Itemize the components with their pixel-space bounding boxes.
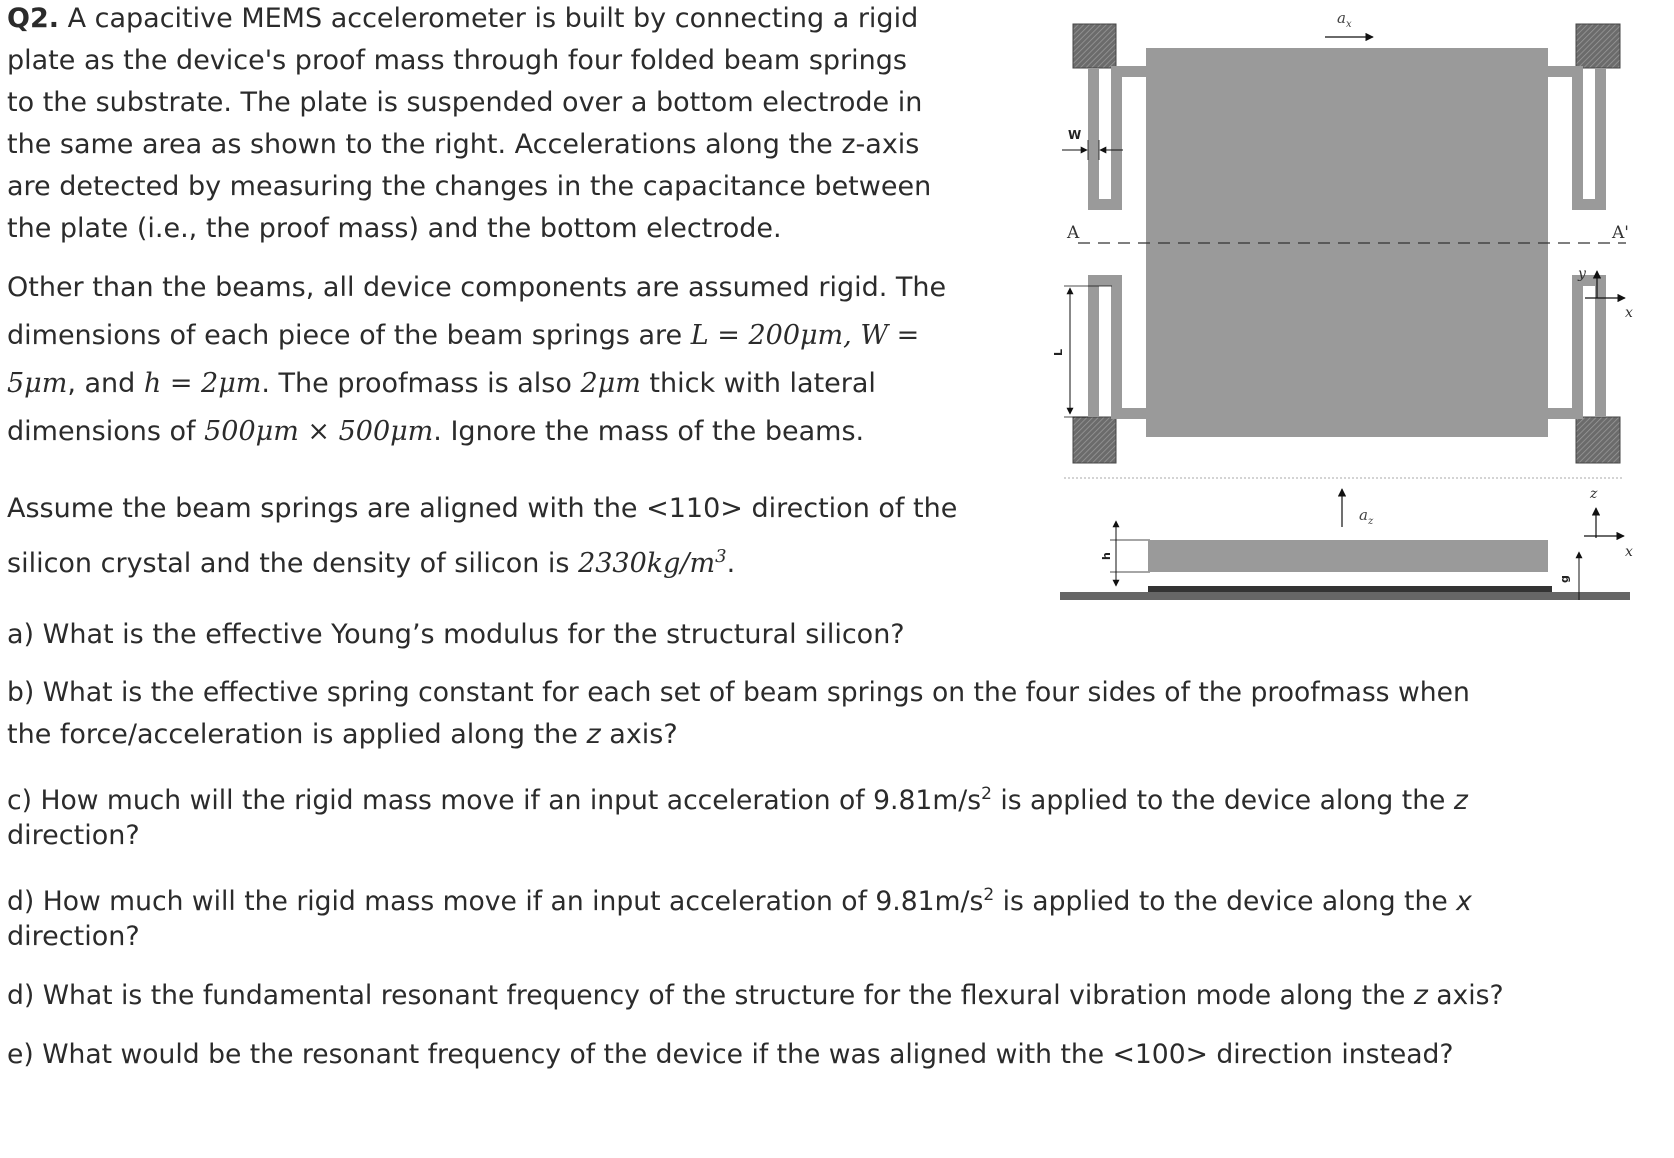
label-w: W xyxy=(1068,128,1082,142)
question-d-line-2: direction? xyxy=(7,921,140,952)
question-d-resonant: d) What is the fundamental resonant frequency of the structure for the flexural vibration mode along the z axis? xyxy=(7,980,1504,1011)
anchor-bottom-left xyxy=(1073,417,1116,463)
assumption-line-1: Other than the beams, all device components are assumed rigid. The xyxy=(7,272,947,303)
intro-line-6: the plate (i.e., the proof mass) and the bottom electrode. xyxy=(7,213,782,244)
label-h: h xyxy=(1100,552,1113,560)
anchor-top-left xyxy=(1073,24,1116,68)
intro-line-1: Q2. A capacitive MEMS accelerometer is built by connecting a rigid xyxy=(7,3,919,34)
question-a: a) What is the effective Young’s modulus for the structural silicon? xyxy=(7,619,905,650)
intro-line-2: plate as the device's proof mass through four folded beam springs xyxy=(7,45,907,76)
intro-line-5: are detected by measuring the changes in the capacitance between xyxy=(7,171,932,202)
beam-dimension-L-W: L = 200μm, W = xyxy=(690,320,920,351)
bottom-electrode xyxy=(1148,586,1552,592)
assumption-line-4: dimensions of 500μm × 500μm. Ignore the mass of the beams. xyxy=(7,416,865,447)
beam-dimension-h: h = 2μm xyxy=(143,368,262,399)
question-c-line-1: c) How much will the rigid mass move if an input acceleration of $9.81m/s^2$ is applied to the device along the z xyxy=(7,784,1468,816)
question-d-line-1: d) How much will the rigid mass move if an input acceleration of $9.81m/s^2$ is applied to the device along the x xyxy=(7,885,1472,917)
intro-line-4: the same area as shown to the right. Accelerations along the z-axis xyxy=(7,129,920,160)
proof-mass-side xyxy=(1148,540,1548,572)
assumption-line-2: dimensions of each piece of the beam springs are L = 200μm, W = xyxy=(7,320,920,351)
intro-line-3: to the substrate. The plate is suspended over a bottom electrode in xyxy=(7,87,923,118)
assumption-line-3: 5μm, and h = 2μm. The proofmass is also 2μm thick with lateral xyxy=(7,368,876,399)
label-x-bottom: x xyxy=(1625,544,1633,560)
label-az: $a_z$ xyxy=(1359,506,1374,527)
label-x-top: x xyxy=(1625,305,1633,321)
question-e: e) What would be the resonant frequency of the device if the was aligned with the <100> direction instead? xyxy=(7,1039,1454,1070)
assumption-line-6: silicon crystal and the density of silicon is $2330kg/m^3$. xyxy=(7,546,736,579)
spring-top-left xyxy=(1088,66,1146,210)
lateral-dimensions: 500μm × 500μm xyxy=(204,416,434,447)
assumption-line-5: Assume the beam springs are aligned with the <110> direction of the xyxy=(7,493,958,524)
silicon-density: 2330kg/m xyxy=(578,548,716,579)
label-g: g xyxy=(1558,575,1571,583)
spring-bottom-left xyxy=(1088,275,1146,419)
label-z: z xyxy=(1590,486,1598,502)
spring-top-right xyxy=(1548,66,1606,210)
accelerometer-diagram xyxy=(1040,0,1640,600)
question-b-line-1: b) What is the effective spring constant for each set of beam springs on the four sides of the proofmass when xyxy=(7,677,1470,708)
label-A: A xyxy=(1067,223,1080,243)
top-view xyxy=(1052,9,1633,463)
question-b-line-2: the force/acceleration is applied along the z axis? xyxy=(7,719,678,750)
side-view xyxy=(1060,486,1633,600)
anchor-top-right xyxy=(1576,24,1620,68)
label-ax: $a_x$ xyxy=(1337,9,1352,30)
label-L: L xyxy=(1052,348,1065,356)
question-number: Q2. xyxy=(7,3,59,34)
label-A-prime: A' xyxy=(1612,223,1629,243)
label-y: y xyxy=(1578,266,1586,282)
substrate xyxy=(1060,592,1630,600)
anchor-bottom-right xyxy=(1576,417,1620,463)
question-c-line-2: direction? xyxy=(7,820,140,851)
